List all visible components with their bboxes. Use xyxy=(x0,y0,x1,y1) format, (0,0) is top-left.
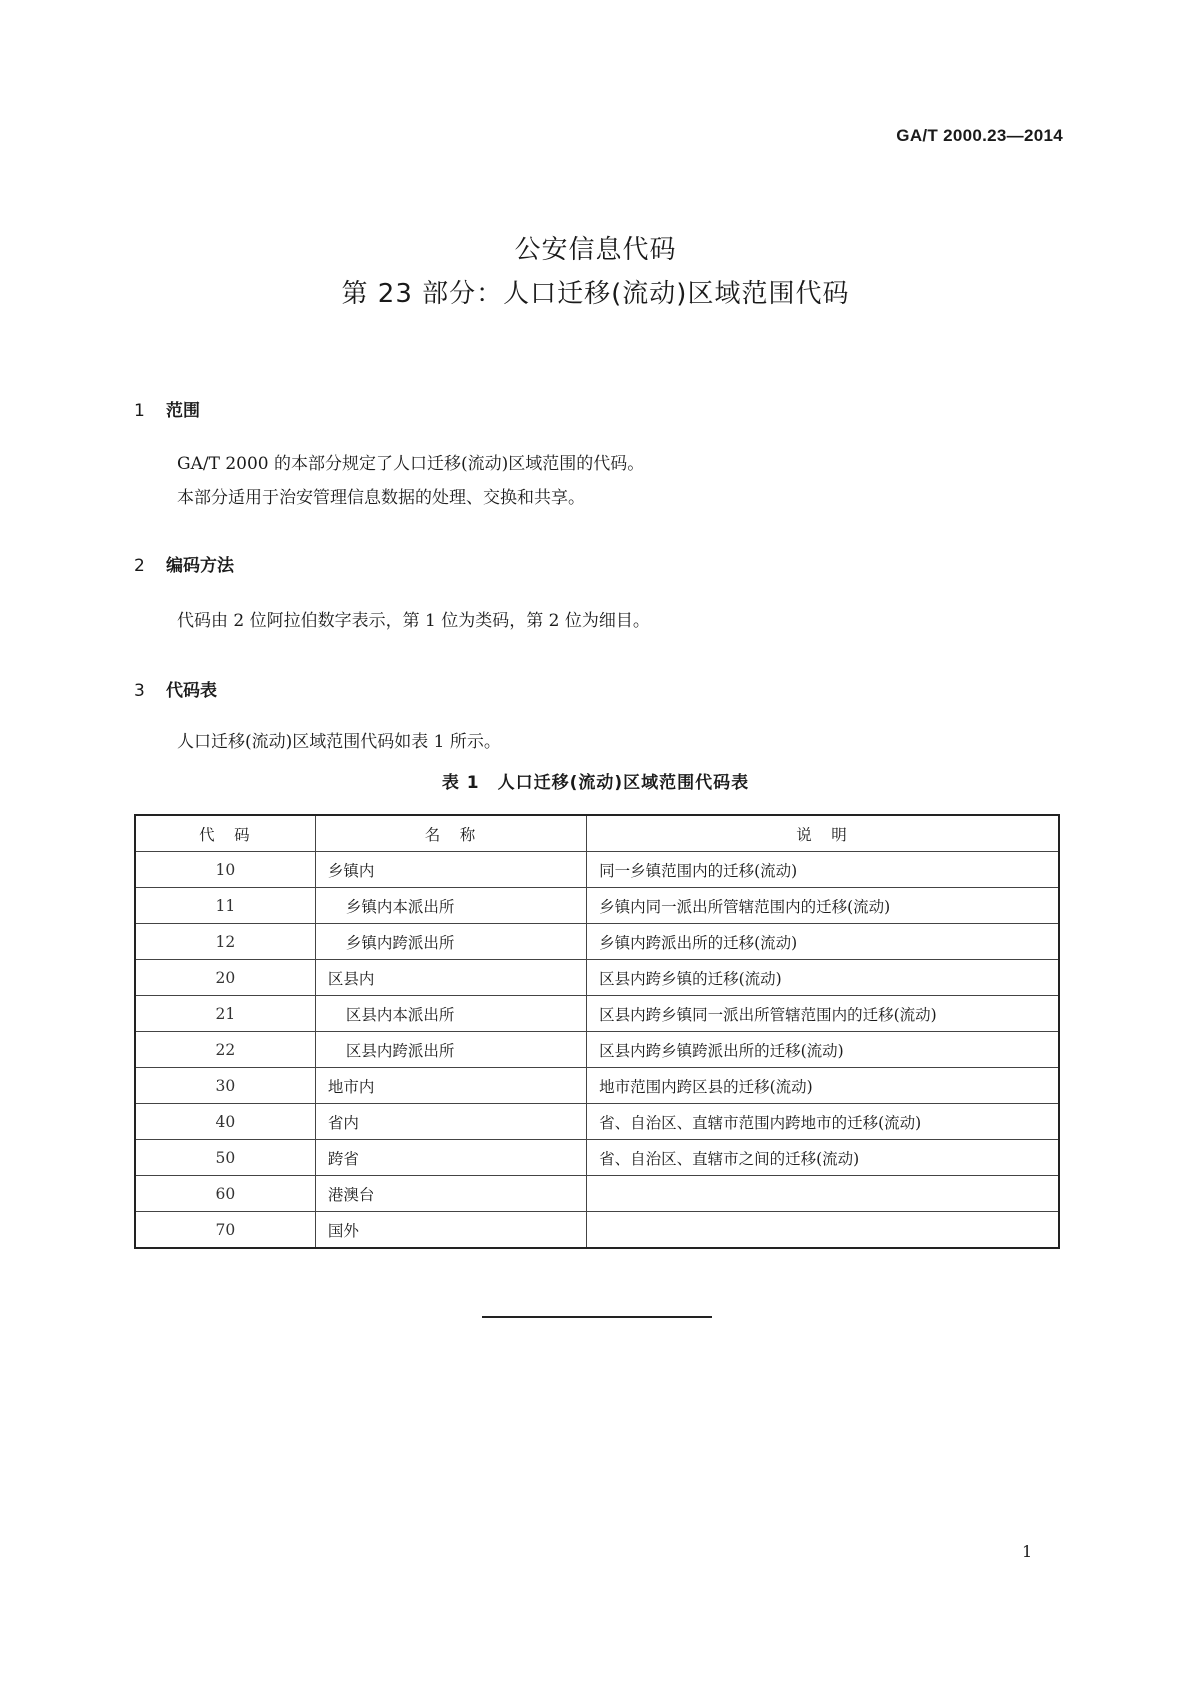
section-2-paragraph-1: 代码由 2 位阿拉伯数字表示，第 1 位为类码，第 2 位为细目。 xyxy=(177,611,650,631)
description-cell xyxy=(587,1212,1059,1249)
section-1-paragraph-1: GA/T 2000 的本部分规定了人口迁移(流动)区域范围的代码。 xyxy=(177,454,645,474)
section-1-paragraph-2: 本部分适用于治安管理信息数据的处理、交换和共享。 xyxy=(177,488,585,508)
description-cell: 区县内跨乡镇同一派出所管辖范围内的迁移(流动) xyxy=(587,996,1059,1032)
section-number: 2 xyxy=(134,556,145,576)
code-cell: 12 xyxy=(135,924,315,960)
name-cell: 省内 xyxy=(315,1104,586,1140)
table-row xyxy=(135,1140,1059,1176)
name-cell: 区县内 xyxy=(315,960,586,996)
table-row xyxy=(135,1068,1059,1104)
document-title xyxy=(0,228,1191,316)
section-title: 范围 xyxy=(166,401,200,421)
section-title: 代码表 xyxy=(166,681,217,701)
code-cell: 21 xyxy=(135,996,315,1032)
table-row xyxy=(135,960,1059,996)
code-table xyxy=(134,814,1060,1249)
page-number: 1 xyxy=(1022,1542,1033,1561)
standard-number: GA/T 2000.23—2014 xyxy=(896,126,1063,145)
name-cell: 乡镇内本派出所 xyxy=(315,888,586,924)
table-row xyxy=(135,1032,1059,1068)
name-cell: 地市内 xyxy=(315,1068,586,1104)
description-cell xyxy=(587,1176,1059,1212)
description-cell: 省、自治区、直辖市范围内跨地市的迁移(流动) xyxy=(587,1104,1059,1140)
name-cell: 区县内跨派出所 xyxy=(315,1032,586,1068)
description-cell: 同一乡镇范围内的迁移(流动) xyxy=(587,852,1059,888)
table-row xyxy=(135,852,1059,888)
title-line-1: 公安信息代码 xyxy=(514,235,677,265)
section-2-heading xyxy=(134,551,234,576)
table-row xyxy=(135,1104,1059,1140)
table-header-row xyxy=(135,815,1059,852)
section-number: 1 xyxy=(134,401,145,421)
code-cell: 70 xyxy=(135,1212,315,1249)
column-header-code: 代 码 xyxy=(135,815,315,852)
code-cell: 50 xyxy=(135,1140,315,1176)
section-3-heading xyxy=(134,676,217,701)
code-cell: 30 xyxy=(135,1068,315,1104)
code-cell: 20 xyxy=(135,960,315,996)
code-cell: 11 xyxy=(135,888,315,924)
code-cell: 40 xyxy=(135,1104,315,1140)
table-row xyxy=(135,1212,1059,1249)
name-cell: 国外 xyxy=(315,1212,586,1249)
end-rule xyxy=(482,1316,712,1318)
table-row xyxy=(135,888,1059,924)
section-title: 编码方法 xyxy=(166,556,234,576)
code-cell: 60 xyxy=(135,1176,315,1212)
name-cell: 乡镇内 xyxy=(315,852,586,888)
description-cell: 乡镇内跨派出所的迁移(流动) xyxy=(587,924,1059,960)
description-cell: 区县内跨乡镇的迁移(流动) xyxy=(587,960,1059,996)
column-header-description: 说 明 xyxy=(587,815,1059,852)
description-cell: 区县内跨乡镇跨派出所的迁移(流动) xyxy=(587,1032,1059,1068)
name-cell: 乡镇内跨派出所 xyxy=(315,924,586,960)
table-row xyxy=(135,924,1059,960)
description-cell: 乡镇内同一派出所管辖范围内的迁移(流动) xyxy=(587,888,1059,924)
table-row xyxy=(135,996,1059,1032)
description-cell: 省、自治区、直辖市之间的迁移(流动) xyxy=(587,1140,1059,1176)
code-cell: 22 xyxy=(135,1032,315,1068)
column-header-name: 名 称 xyxy=(315,815,586,852)
table-row xyxy=(135,1176,1059,1212)
title-line-2: 第 23 部分：人口迁移(流动)区域范围代码 xyxy=(341,279,850,309)
section-3-paragraph-1: 人口迁移(流动)区域范围代码如表 1 所示。 xyxy=(177,732,501,752)
name-cell: 港澳台 xyxy=(315,1176,586,1212)
table-caption: 表 1 人口迁移(流动)区域范围代码表 xyxy=(441,773,750,793)
name-cell: 跨省 xyxy=(315,1140,586,1176)
code-cell: 10 xyxy=(135,852,315,888)
description-cell: 地市范围内跨区县的迁移(流动) xyxy=(587,1068,1059,1104)
section-number: 3 xyxy=(134,681,145,701)
section-1-heading xyxy=(134,396,200,421)
name-cell: 区县内本派出所 xyxy=(315,996,586,1032)
